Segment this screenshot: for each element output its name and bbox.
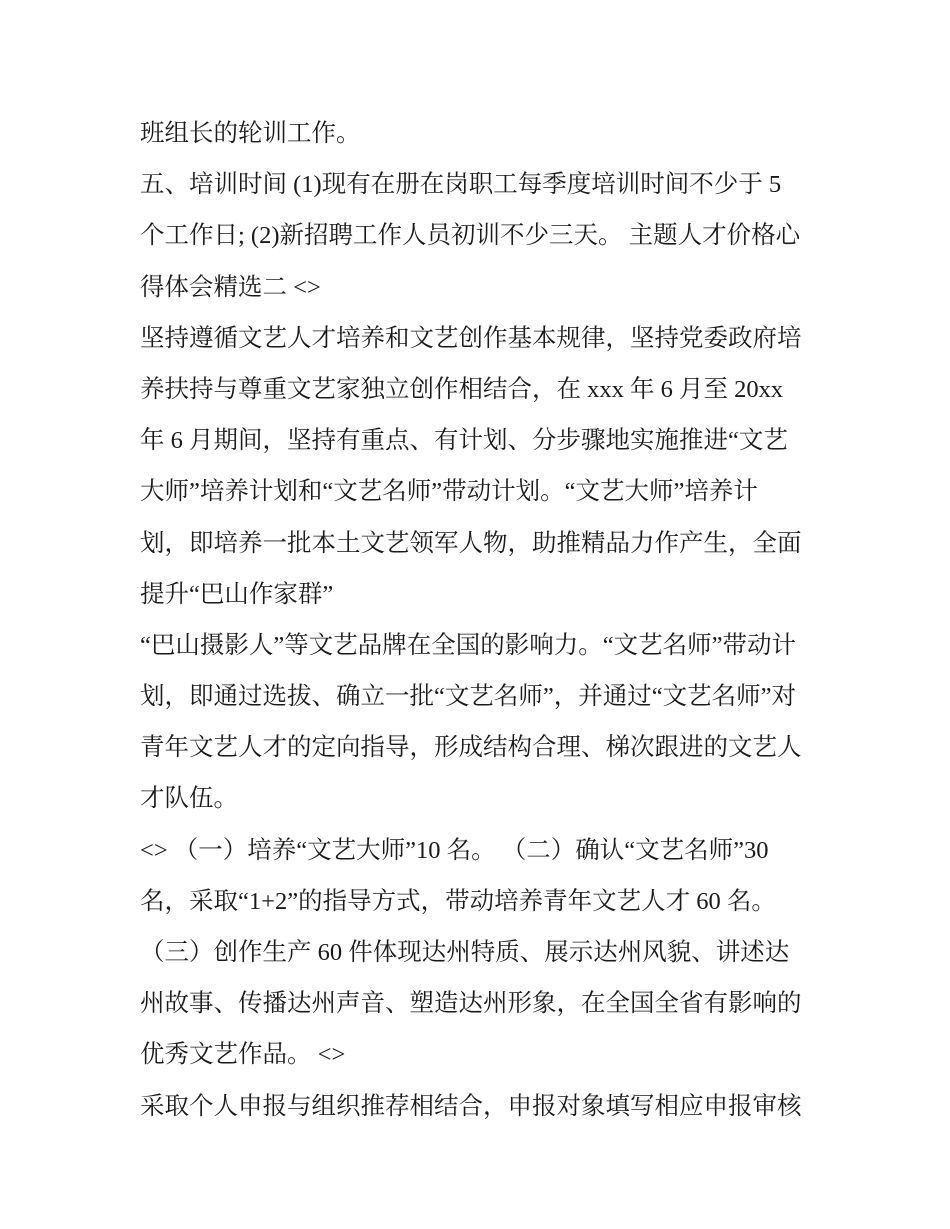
text-line: 坚持遵循文艺人才培养和文艺创作基本规律，坚持党委政府培 [140,324,802,352]
text-line: 划，即培养一批本土文艺领军人物，助推精品力作产生，全面 [140,529,802,557]
text-line: 州故事、传播达州声音、塑造达州形象，在全国全省有影响的 [140,990,802,1018]
text-line: 名，采取“1+2”的指导方式，带动培养青年文艺人才 60 名。 [140,887,776,915]
text-line: 五、培训时间 (1)现有在册在岗职工每季度培训时间不少于 5 [140,171,782,199]
text-line: 年 6 月期间，坚持有重点、有计划、分步骤地实施推进“文艺 [140,427,788,455]
text-line: <> （一）培养“文艺大师”10 名。 （二）确认“文艺名师”30 [140,836,769,864]
text-line: 才队伍。 [140,785,238,813]
text-line: （三）创作生产 60 件体现达州特质、展示达州风貌、讲述达 [140,939,790,966]
text-line: 个工作日; (2)新招聘工作人员初训不少三天。 主题人才价格心 [140,222,801,250]
text-line: 优秀文艺作品。 <> [140,1041,346,1069]
text-line: 划，即通过选拔、确立一批“文艺名师”，并通过“文艺名师”对 [140,683,796,711]
text-line: 采取个人申报与组织推荐相结合，申报对象填写相应申报审核 [140,1092,802,1120]
text-line: 养扶持与尊重文艺家独立创作相结合，在 xxx 年 6 月至 20xx [140,375,784,403]
text-line: 得体会精选二 <> [140,273,321,301]
text-line: 提升“巴山作家群” [140,580,334,608]
text-line: 班组长的轮训工作。 [140,120,361,147]
text-line: 大师”培养计划和“文艺名师”带动计划。“文艺大师”培养计 [140,478,758,506]
text-line: 青年文艺人才的定向指导，形成结构合理、梯次跟进的文艺人 [140,734,802,762]
text-line: “巴山摄影人”等文艺品牌在全国的影响力。“文艺名师”带动计 [140,631,796,659]
document-body [140,108,820,1132]
